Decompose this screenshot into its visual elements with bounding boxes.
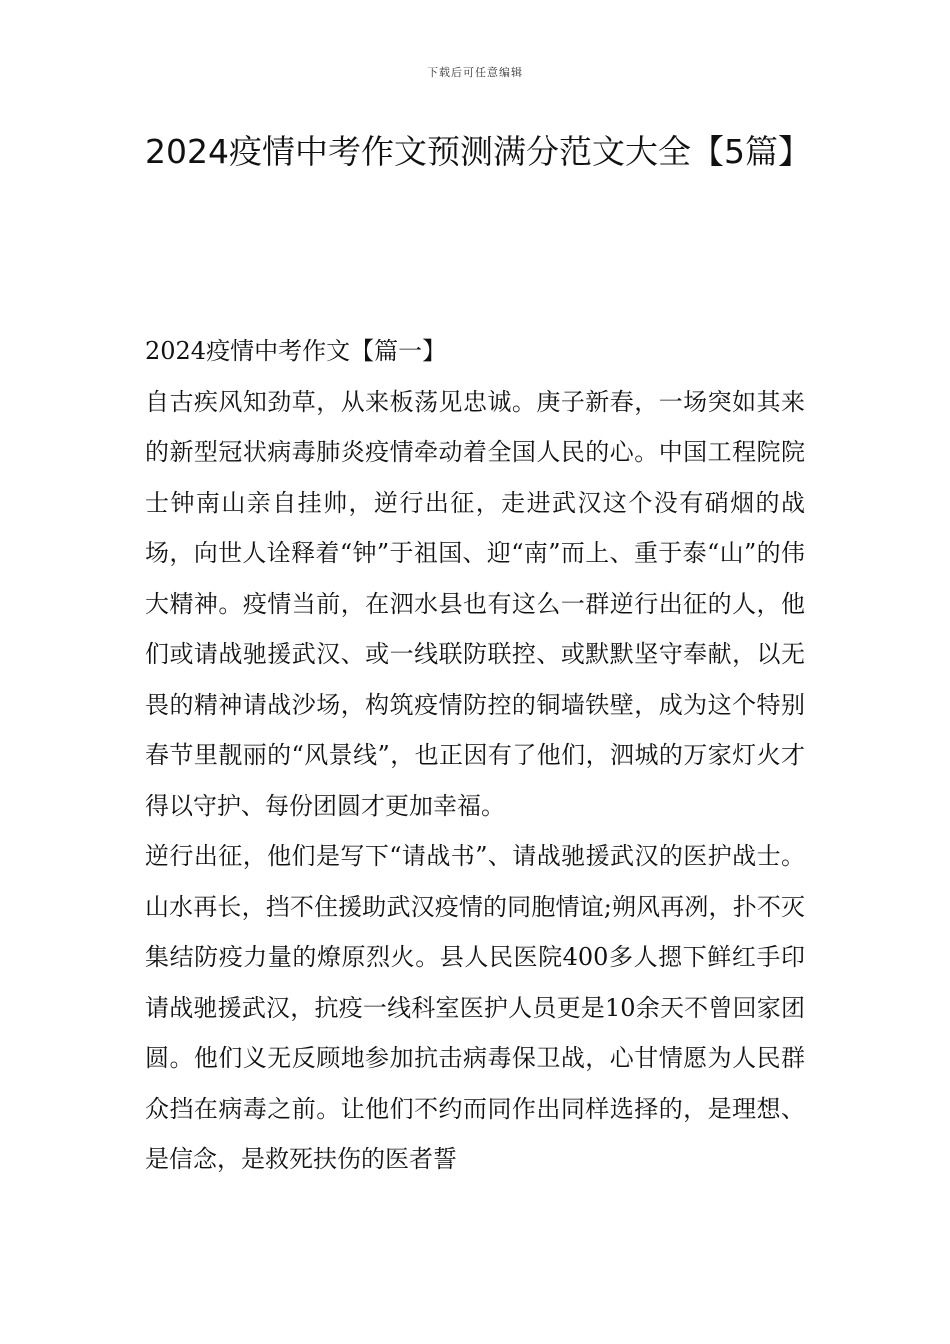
page-header-note: 下载后可任意编辑 bbox=[427, 66, 523, 79]
document-body bbox=[145, 326, 805, 1185]
document-title: 2024疫情中考作文预测满分范文大全【5篇】 bbox=[145, 132, 811, 171]
section-heading: 2024疫情中考作文【篇一】 bbox=[145, 337, 447, 365]
paragraph: 自古疾风知劲草，从来板荡见忠诚。庚子新春，一场突如其来的新型冠状病毒肺炎疫情牵动着全国人民的心。中国工程院院士钟南山亲自挂帅，逆行出征，走进武汉这个没有硝烟的战场，向世人诠释着“钟”于祖国、迎“南”而上、重于泰“山”的伟大精神。疫情当前，在泗水县也有这么一群逆行出征的人，他们或请战驰援武汉、或一线联防联控、或默默坚守奉献，以无畏的精神请战沙场，构筑疫情防控的铜墙铁壁，成为这个特别春节里靓丽的“风景线”，也正因有了他们，泗城的万家灯火才得以守护、每份团圆才更加幸福。 bbox=[145, 387, 805, 820]
paragraph: 逆行出征，他们是写下“请战书”、请战驰援武汉的医护战士。山水再长，挡不住援助武汉疫情的同胞情谊;朔风再冽，扑不灭集结防疫力量的燎原烈火。县人民医院400多人摁下鲜红手印请战驰援武汉，抗疫一线科室医护人员更是10余天不曾回家团圆。他们义无反顾地参加抗击病毒保卫战，心甘情愿为人民群众挡在病毒之前。让他们不约而同作出同样选择的，是理想、是信念，是救死扶伤的医者誓 bbox=[145, 842, 805, 1173]
